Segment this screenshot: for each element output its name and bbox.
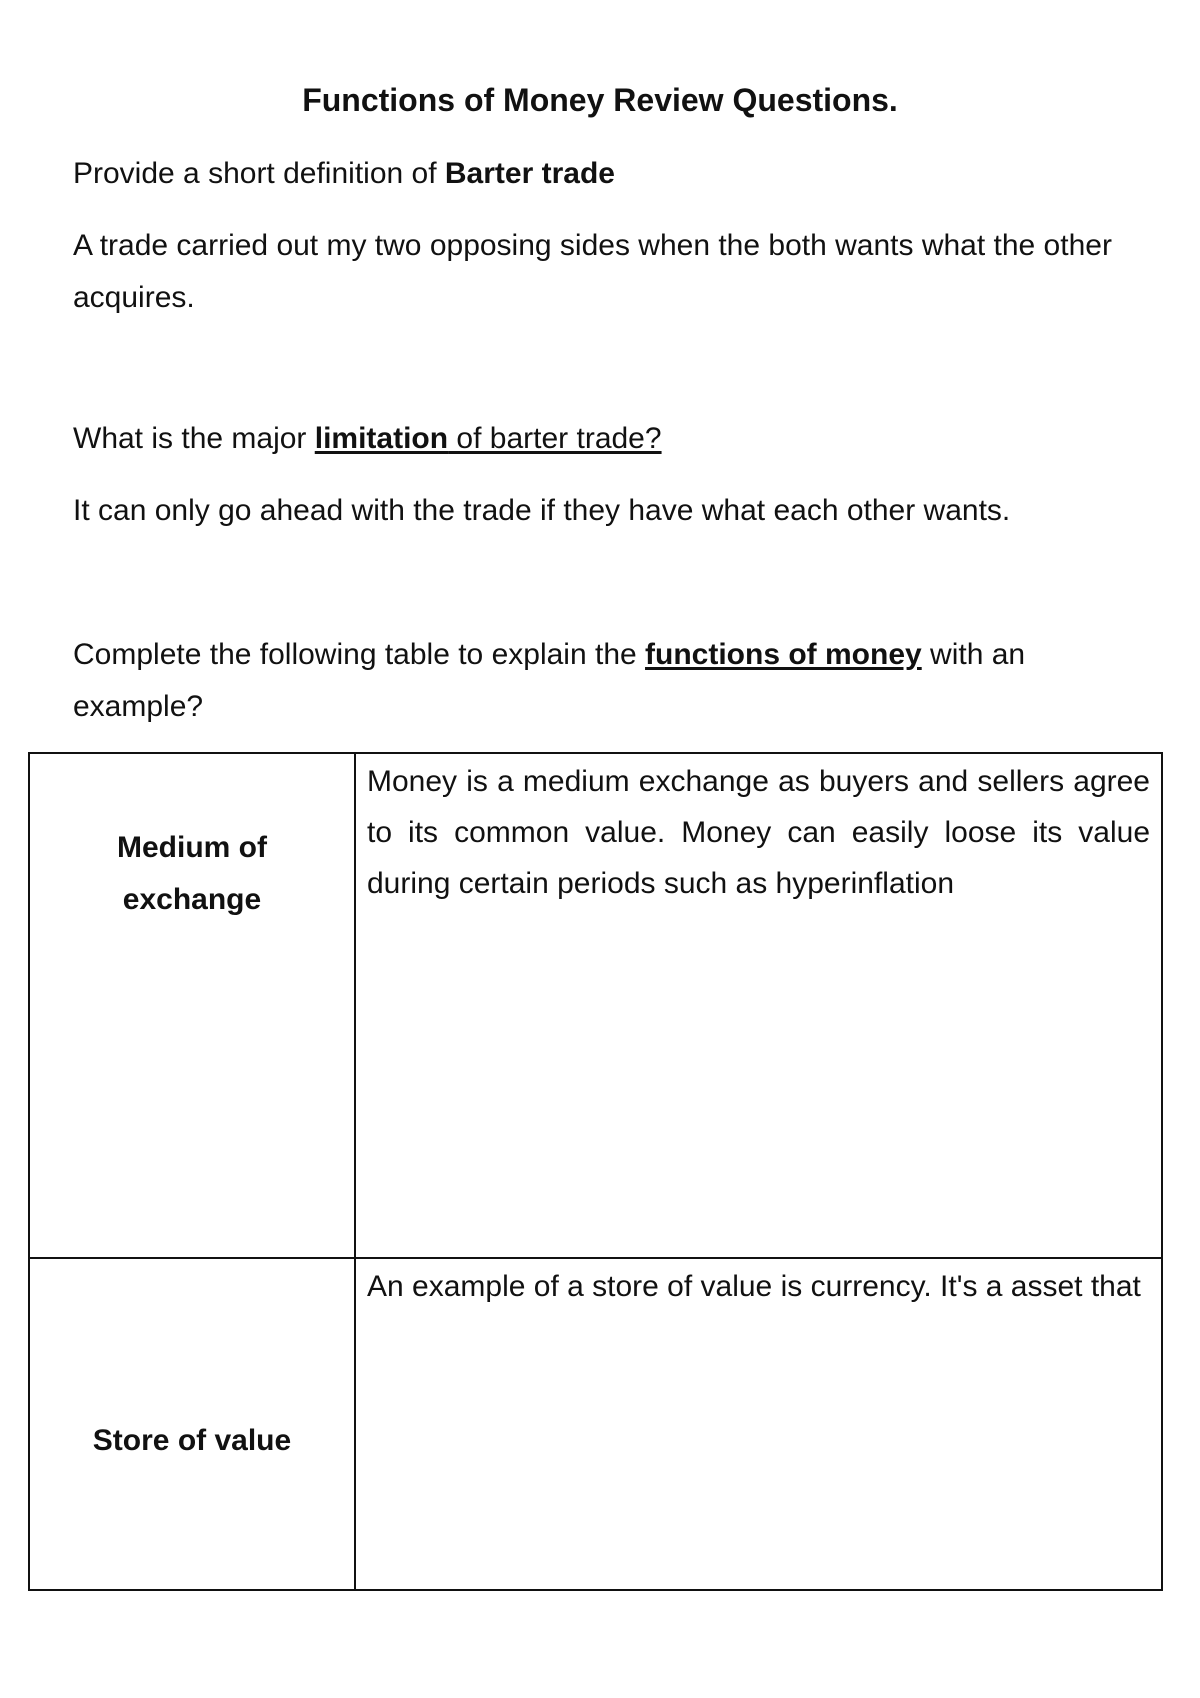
question-barter-definition — [73, 148, 1141, 200]
table-row — [29, 753, 1162, 1258]
question-suffix: of barter trade? — [448, 422, 662, 455]
question-text: What is the major — [73, 422, 315, 455]
question-text: Provide a short definition of — [73, 157, 445, 190]
answer-barter-limitation: It can only go ahead with the trade if they have what each other wants. — [73, 494, 1011, 527]
question-barter-limitation — [73, 413, 1141, 465]
description-text: Money is a medium exchange as buyers and sellers agree to its common value. Money can easily loose its value during certain periods such as hyperinflation — [367, 765, 1150, 900]
table-row — [29, 1258, 1162, 1590]
term-label: Store of value — [92, 1424, 292, 1457]
description-cell-store-of-value — [355, 1258, 1162, 1590]
question-text: Complete the following table to explain the — [73, 638, 646, 671]
term-label-line: Medium of — [117, 831, 267, 864]
document-title: Functions of Money Review Questions. — [302, 82, 898, 118]
term-label-line: exchange — [122, 883, 262, 916]
description-cell-medium-of-exchange — [355, 753, 1162, 1258]
question-emphasis: limitation — [314, 422, 449, 455]
answer-barter-definition: A trade carried out my two opposing sides when the both wants what the other acquires. — [73, 229, 1112, 314]
functions-of-money-table — [28, 752, 1163, 1591]
term-cell-store-of-value — [29, 1258, 355, 1590]
description-text: An example of a store of value is currency. It's a asset that — [367, 1270, 1141, 1303]
term-cell-medium-of-exchange — [29, 753, 355, 1258]
question-suffix: with an example? — [73, 638, 1026, 723]
question-emphasis: functions of money — [645, 638, 922, 671]
question-functions-of-money — [73, 629, 1141, 733]
question-emphasis: Barter trade — [444, 157, 615, 190]
term-label — [30, 822, 354, 926]
